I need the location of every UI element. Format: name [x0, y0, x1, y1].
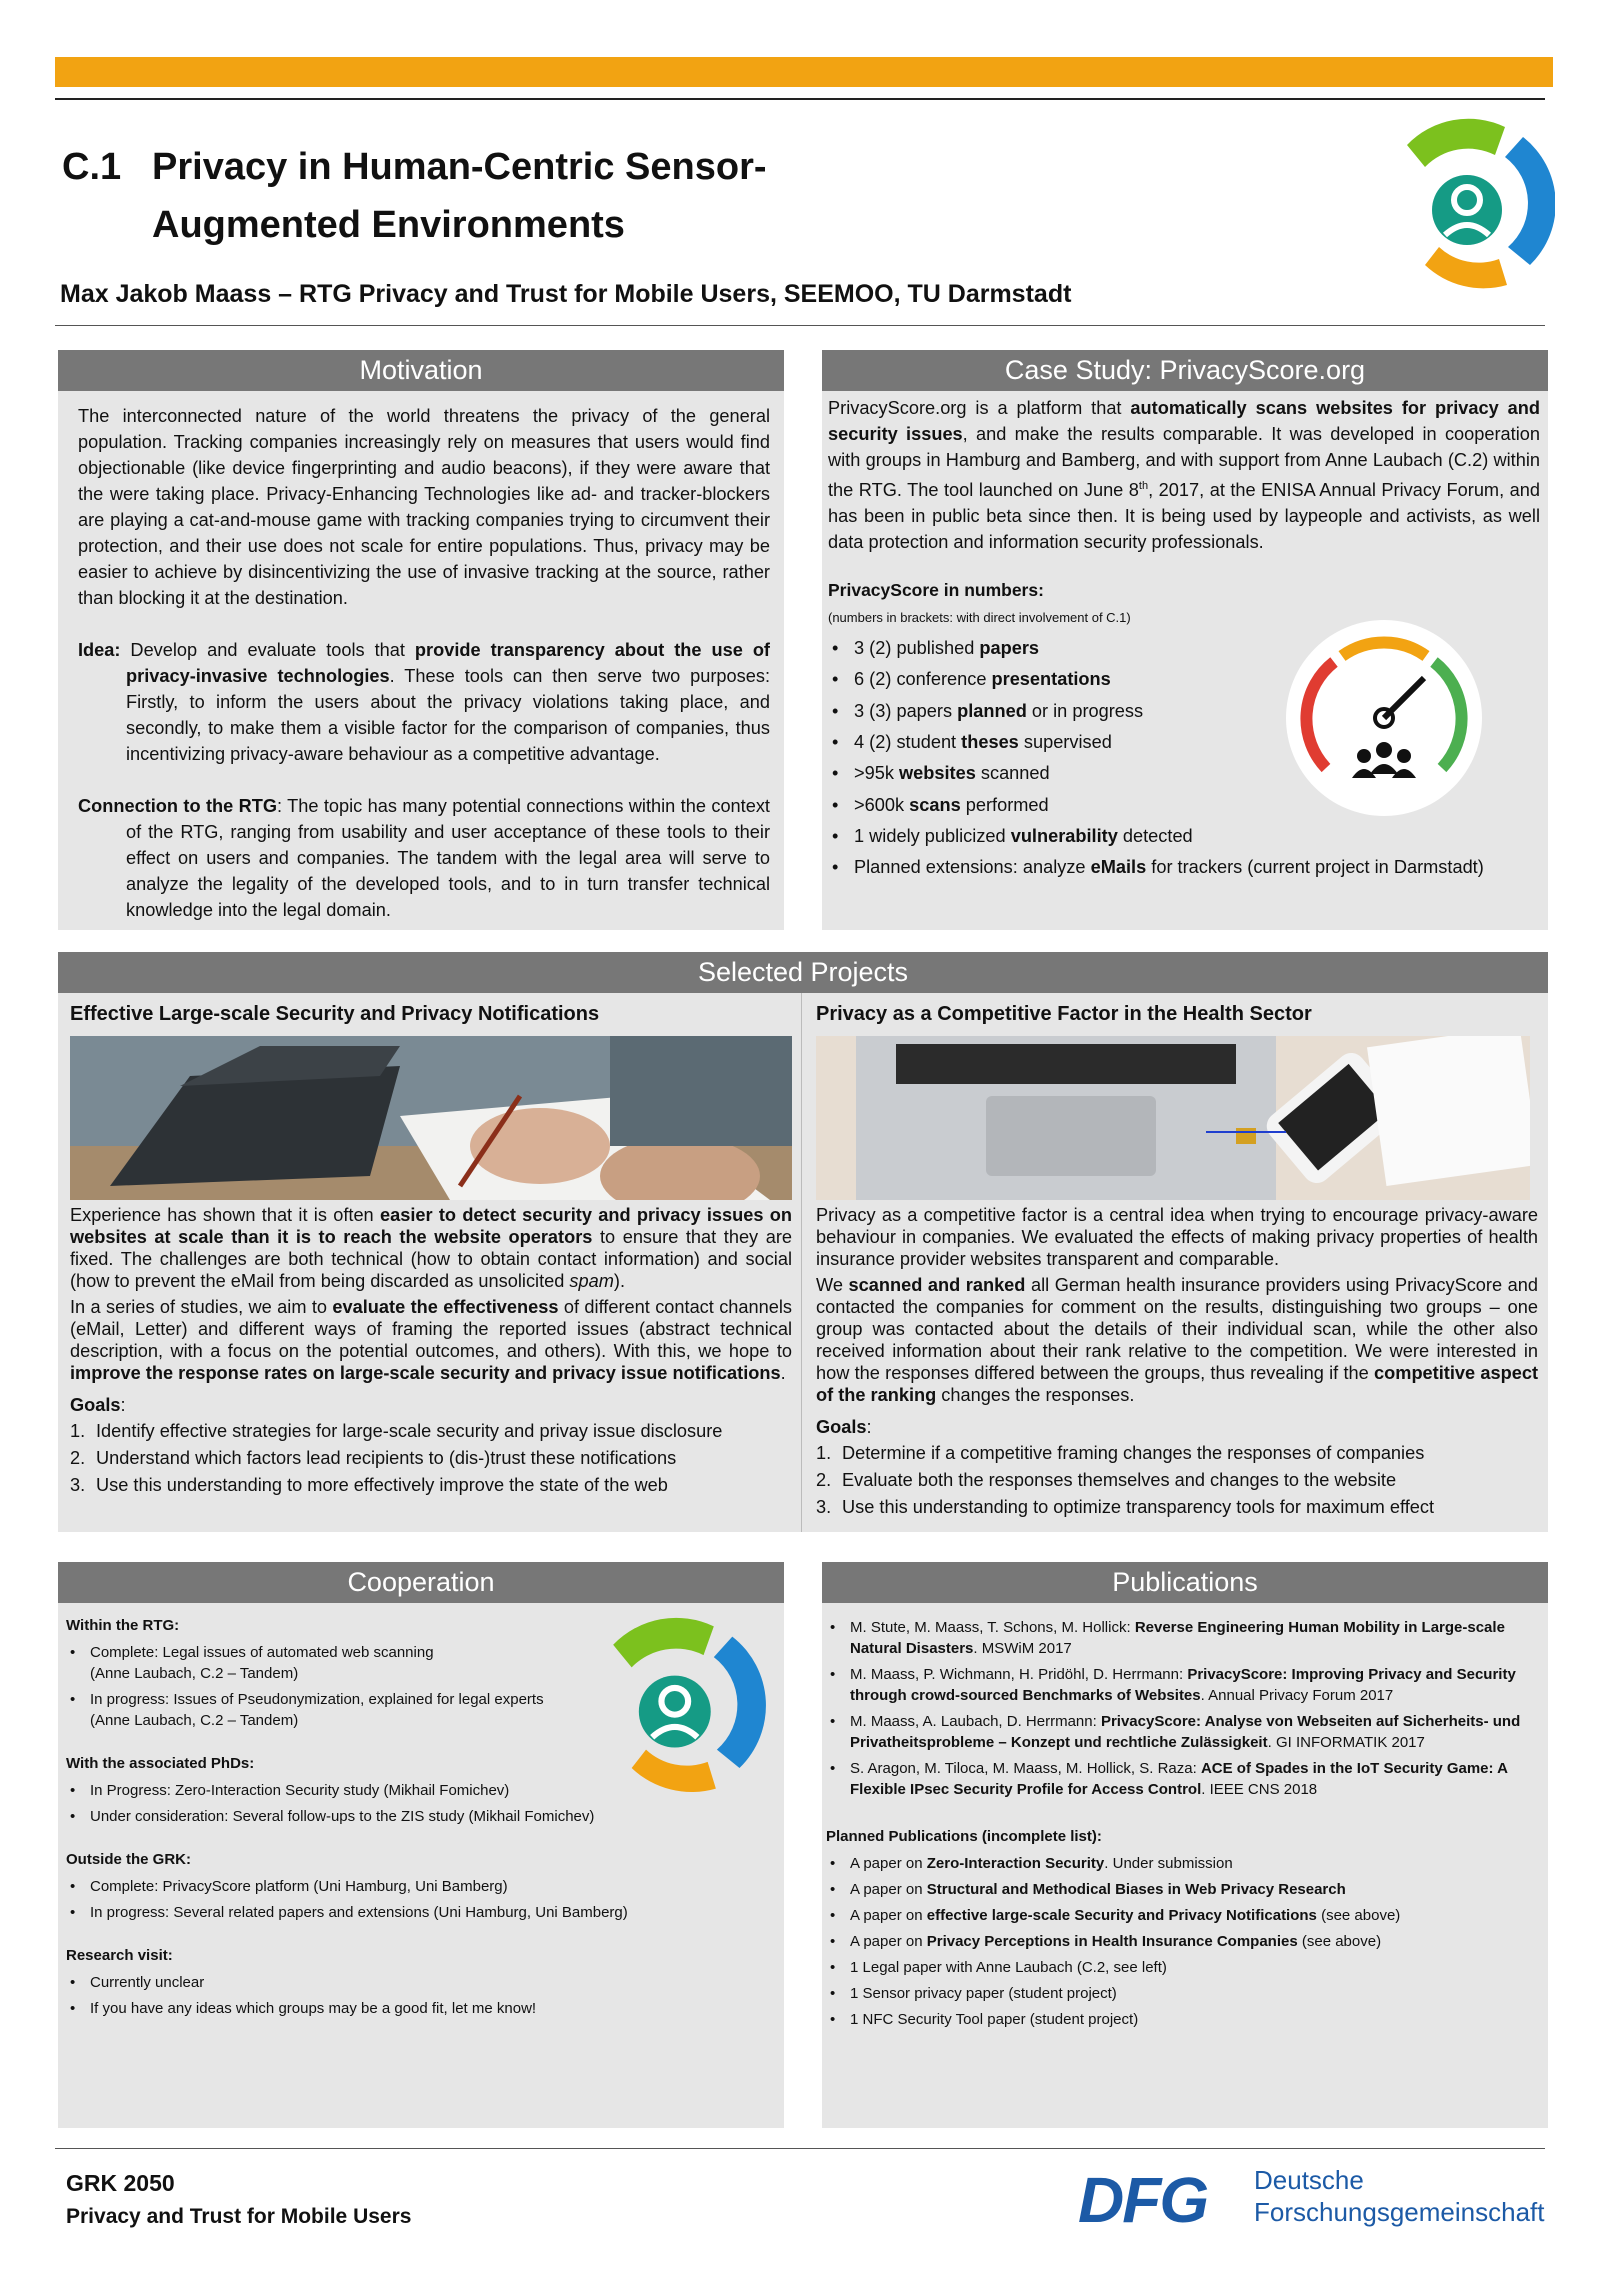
goal-text: Identify effective strategies for large-scale security and privay issue disclosure — [96, 1421, 723, 1441]
item-text: >95k — [854, 763, 899, 784]
poster-title — [62, 138, 767, 254]
case-p2: , and make the results comparable. It was developed in cooperation with groups in Hamburg and Bamberg, and with support from Anne Laubach (C.2) within the RTG. The tool launched on June 8 — [828, 424, 1540, 501]
project-right-text — [816, 1204, 1538, 1406]
planned-item — [826, 1853, 1536, 1874]
goal-item — [816, 1467, 1538, 1494]
left-goals-label: Goals: — [70, 1395, 126, 1415]
item-text: In progress: Issues of Pseudonymization, explained for legal experts — [90, 1691, 544, 1708]
item-text: Under consideration: Several follow-ups to the ZIS study (Mikhail Fomichev) — [90, 1808, 595, 1825]
item-text: A paper on — [850, 1933, 927, 1950]
right-p2: We scanned and ranked all German health insurance providers using PrivacyScore and contacted the companies for comment on the results, distinguishing two groups – one group was contacted about the details of their individual scan, while the other also received information about their rank relative to the competition. We were interested in how the responses differed between the groups, thus revealing if the competitive aspect of the ranking changes the responses. — [816, 1275, 1539, 1405]
idea-post: . These tools can then serve two purposes: Firstly, to inform the users about the privacy violations taking place, and secondly, to make them a visible factor for the comparison of companies, thus incentivizing privacy-aware behaviour as a competitive advantage. — [126, 666, 770, 764]
laptop-writing-photo — [70, 1036, 792, 1200]
item-text: 4 (2) student — [854, 731, 962, 752]
item-text: A paper on — [850, 1881, 927, 1898]
publication-venue: . Annual Privacy Forum 2017 — [1200, 1687, 1394, 1704]
cooperation-rtg-logo — [598, 1614, 768, 1804]
item-text: In progress: Several related papers and extensions (Uni Hamburg, Uni Bamberg) — [90, 1904, 628, 1921]
goal-text: Evaluate both the responses themselves and changes to the website — [842, 1470, 1397, 1490]
publication-title: PrivacyScore: Analyse von Webseiten auf Sicherheits- und Privatheitsprobleme – Konzept und rechtliche Zulässigkeit — [850, 1713, 1521, 1751]
project-left-text — [70, 1204, 792, 1384]
publication-venue: . MSWiM 2017 — [973, 1640, 1072, 1657]
item-text: In Progress: Zero-Interaction Security study (Mikhail Fomichev) — [90, 1782, 510, 1799]
author-line: Max Jakob Maass – RTG Privacy and Trust for Mobile Users, SEEMOO, TU Darmstadt — [60, 280, 1072, 308]
item-suffix: performed — [960, 794, 1049, 815]
connection-label: Connection to the RTG — [78, 796, 278, 816]
dfg-abbr: DFG — [1078, 2164, 1208, 2236]
project-number: C.1 — [62, 146, 122, 188]
footer-rule — [55, 2148, 1545, 2149]
planned-item — [826, 1957, 1536, 1978]
publication-title: PrivacyScore: Improving Privacy and Security through crowd-sourced Benchmarks of Websites — [850, 1666, 1516, 1704]
item-bold: papers — [979, 638, 1040, 659]
connection-paragraph — [78, 793, 770, 923]
motivation-body — [58, 391, 784, 923]
idea-pre: Develop and evaluate tools that — [120, 640, 415, 660]
motivation-heading: Motivation — [58, 350, 784, 391]
list-item — [66, 1902, 776, 1923]
case-study-heading: Case Study: PrivacyScore.org — [822, 350, 1548, 391]
item-text: A paper on — [850, 1855, 927, 1872]
item-text: 1 Legal paper with Anne Laubach (C.2, see left) — [850, 1959, 1167, 1976]
title-line-2: Augmented Environments — [152, 204, 625, 246]
item-text: 1 Sensor privacy paper (student project) — [850, 1985, 1117, 2002]
list-item — [66, 1876, 776, 1897]
accent-bar — [55, 57, 1553, 87]
cooperation-group-title: With the associated PhDs: — [66, 1755, 255, 1772]
motivation-paragraph: The interconnected nature of the world threatens the privacy of the general population. Tracking companies increasingly rely on measures that users would find objectionable (like device fingerprinting and audio beacons), if they were aware that the were taking place. Privacy-Enhancing Technologies like ad- and tracker-blockers are playing a cat-and-mouse game with tracking companies trying to circumvent their protection, and their use does not scale for entire populations. Thus, privacy may be easier to achieve by disincentivizing the use of invasive tracking at the source, rather than blocking it at the destination. — [78, 406, 770, 608]
case-p3: , 2017, at the ENISA Annual Privacy Forum, and has been in public beta since then. It is being used by laypeople and activists, as well data protection and information security professionals. — [828, 480, 1540, 553]
item-bold: vulnerability — [1010, 825, 1118, 846]
case-study-paragraph — [828, 395, 1540, 555]
goal-number: 2. — [816, 1470, 832, 1490]
cooperation-group-title: Within the RTG: — [66, 1617, 180, 1634]
item-text: 1 NFC Security Tool paper (student project) — [850, 2011, 1139, 2028]
logo-orange-arc — [1425, 247, 1507, 288]
goal-text: Use this understanding to optimize transparency tools for maximum effect — [842, 1497, 1435, 1517]
numbers-title: PrivacyScore in numbers: — [828, 580, 1044, 601]
privacyscore-gauge — [1284, 618, 1484, 818]
item-bold: effective large-scale Security and Privacy Notifications — [926, 1907, 1317, 1924]
planned-item — [826, 1931, 1536, 1952]
dfg-line-1: Deutsche — [1254, 2165, 1364, 2195]
item-bold: Privacy Perceptions in Health Insurance Companies — [926, 1933, 1298, 1950]
planned-title: Planned Publications (incomplete list): — [826, 1828, 1102, 1845]
projects-heading: Selected Projects — [58, 952, 1548, 993]
item-text: (Anne Laubach, C.2 – Tandem) — [90, 1665, 299, 1682]
logo-green-arc — [1407, 119, 1505, 167]
planned-item — [826, 2009, 1536, 2030]
item-suffix: detected — [1117, 825, 1193, 846]
item-bold: websites — [899, 763, 976, 784]
planned-item — [826, 1905, 1536, 1926]
case-study-panel — [822, 350, 1548, 930]
publication-item — [826, 1664, 1536, 1706]
item-text: 3 (2) published — [854, 638, 980, 659]
goal-item — [70, 1445, 792, 1472]
publication-item — [826, 1711, 1536, 1753]
laptop-phone-photo — [816, 1036, 1530, 1200]
item-text: (Anne Laubach, C.2 – Tandem) — [90, 1712, 299, 1729]
item-text: Planned extensions: analyze — [854, 857, 1091, 878]
item-text: Complete: Legal issues of automated web scanning — [90, 1644, 434, 1661]
footer-grk: GRK 2050 — [66, 2170, 175, 2196]
case-p1-bold: automatically scans websites for privacy and security issues — [828, 398, 1540, 444]
author-rule — [55, 325, 1545, 326]
goal-number: 3. — [816, 1497, 832, 1517]
top-rule — [55, 98, 1545, 100]
item-text: 6 (2) conference — [854, 669, 992, 690]
motivation-panel — [58, 350, 784, 930]
item-text: A paper on — [850, 1907, 927, 1924]
planned-item — [826, 1983, 1536, 2004]
publication-title: ACE of Spades in the IoT Security Game: A Flexible IPsec Security Profile for Access Control — [850, 1760, 1508, 1798]
right-p1: Privacy as a competitive factor is a central idea when trying to encourage privacy-aware behaviour in companies. We evaluated the effects of making privacy properties of health insurance provider websites transparent and comparable. — [816, 1205, 1538, 1269]
goal-number: 2. — [70, 1448, 86, 1468]
publication-item — [826, 1758, 1536, 1800]
dfg-line-2: Forschungsgemeinschaft — [1254, 2197, 1545, 2227]
goal-number: 1. — [816, 1443, 832, 1463]
cooperation-heading: Cooperation — [58, 1562, 784, 1603]
project-notifications — [70, 993, 792, 1499]
item-text: 3 (3) papers — [854, 700, 958, 721]
goal-text: Use this understanding to more effectively improve the state of the web — [96, 1475, 668, 1495]
item-bold: Structural and Methodical Biases in Web Privacy Research — [926, 1881, 1346, 1898]
publications-panel — [822, 1562, 1548, 2128]
idea-paragraph — [78, 637, 770, 767]
item-bold: scans — [909, 794, 961, 815]
project-right-title: Privacy as a Competitive Factor in the Health Sector — [816, 1003, 1312, 1025]
planned-list — [826, 1853, 1536, 2030]
item-suffix: supervised — [1018, 731, 1112, 752]
item-bold: eMails — [1090, 857, 1147, 878]
item-suffix: (see above) — [1316, 1907, 1401, 1924]
publications-heading: Publications — [822, 1562, 1548, 1603]
item-suffix: (see above) — [1297, 1933, 1382, 1950]
project-health — [816, 993, 1538, 1521]
list-item — [66, 1998, 776, 2019]
idea-bold: provide transparency about the use of privacy-invasive technologies — [126, 640, 770, 686]
goal-text: Determine if a competitive framing changes the responses of companies — [842, 1443, 1425, 1463]
connection-text: : The topic has many potential connections within the context of the RTG, ranging from usability and user acceptance of these tools to their effect on users and companies. The tandem with the legal area will serve to analyze the legality of the developed tools, and to in turn transfer technical knowledge into the legal domain. — [126, 796, 770, 920]
publication-authors: M. Stute, M. Maass, T. Schons, M. Hollick: — [850, 1619, 1135, 1636]
goal-item — [70, 1472, 792, 1499]
goal-item — [816, 1494, 1538, 1521]
left-goals-list — [70, 1418, 792, 1499]
item-suffix: or in progress — [1026, 700, 1144, 721]
title-line-1: Privacy in Human-Centric Sensor- — [152, 146, 767, 188]
item-text: If you have any ideas which groups may be a good fit, let me know! — [90, 2000, 537, 2017]
goal-number: 1. — [70, 1421, 86, 1441]
publication-authors: M. Maass, A. Laubach, D. Herrmann: — [850, 1713, 1101, 1730]
case-sup: th — [1138, 480, 1149, 492]
right-goals-label: Goals: — [816, 1417, 872, 1437]
item-text: 1 widely publicized — [854, 825, 1011, 846]
list-item — [66, 1806, 776, 1827]
list-item — [828, 821, 1540, 852]
goal-item — [70, 1418, 792, 1445]
footer-program: Privacy and Trust for Mobile Users — [66, 2205, 412, 2228]
left-p1: Experience has shown that it is often easier to detect security and privacy issues on websites at scale than it is to reach the website operators to ensure that they are fixed. The challenges are both technical (how to obtain contact information) and social (how to prevent the eMail from being discarded as unsolicited spam). — [70, 1205, 793, 1291]
item-suffix: scanned — [975, 763, 1050, 784]
dfg-logo — [1078, 2164, 1548, 2234]
project-left-title: Effective Large-scale Security and Privacy Notifications — [70, 1003, 600, 1025]
item-suffix: . Under submission — [1104, 1855, 1233, 1872]
numbers-note: (numbers in brackets: with direct involvement of C.1) — [828, 610, 1131, 626]
item-text: >600k — [854, 794, 910, 815]
cooperation-panel — [58, 1562, 784, 2128]
publication-authors: M. Maass, P. Wichmann, H. Pridöhl, D. Herrmann: — [850, 1666, 1188, 1683]
list-item — [828, 852, 1540, 883]
item-bold: theses — [961, 731, 1019, 752]
publication-title: Reverse Engineering Human Mobility in Large-scale Natural Disasters — [850, 1619, 1505, 1657]
logo-blue-arc — [1505, 137, 1555, 265]
projects-panel — [58, 952, 1548, 1532]
projects-divider — [801, 993, 802, 1532]
goal-text: Understand which factors lead recipients to (dis-)trust these notifications — [96, 1448, 677, 1468]
item-bold: planned — [957, 700, 1027, 721]
item-suffix: for trackers (current project in Darmstadt) — [1146, 857, 1484, 878]
item-text: Currently unclear — [90, 1974, 205, 1991]
cooperation-group-list — [66, 1876, 776, 1923]
cooperation-group-title: Outside the GRK: — [66, 1851, 192, 1868]
goal-item — [816, 1440, 1538, 1467]
publication-authors: S. Aragon, M. Tiloca, M. Maass, M. Hollick, S. Raza: — [850, 1760, 1201, 1777]
item-bold: presentations — [991, 669, 1111, 690]
publications-body — [822, 1603, 1548, 2030]
list-item — [66, 1972, 776, 1993]
left-p2: In a series of studies, we aim to evaluate the effectiveness of different contact channels (eMail, Letter) and different ways of framing the reported issues (abstract technical description, with a focus on the potential outcomes, and others). With this, we hope to improve the response rates on large-scale security and privacy issue notifications. — [70, 1297, 793, 1383]
publication-venue: . IEEE CNS 2018 — [1201, 1781, 1318, 1798]
cooperation-group-title: Research visit: — [66, 1947, 173, 1964]
cooperation-group-list — [66, 1972, 776, 2019]
item-bold: Zero-Interaction Security — [926, 1855, 1105, 1872]
case-p1: PrivacyScore.org is a platform that — [828, 398, 1131, 418]
publication-venue: . GI INFORMATIK 2017 — [1267, 1734, 1425, 1751]
publications-list — [826, 1617, 1536, 1800]
right-goals-list — [816, 1440, 1538, 1521]
rtg-logo — [1395, 115, 1555, 300]
idea-label: Idea: — [78, 640, 121, 660]
item-text: Complete: PrivacyScore platform (Uni Hamburg, Uni Bamberg) — [90, 1878, 508, 1895]
goal-number: 3. — [70, 1475, 86, 1495]
planned-item — [826, 1879, 1536, 1900]
publication-item — [826, 1617, 1536, 1659]
